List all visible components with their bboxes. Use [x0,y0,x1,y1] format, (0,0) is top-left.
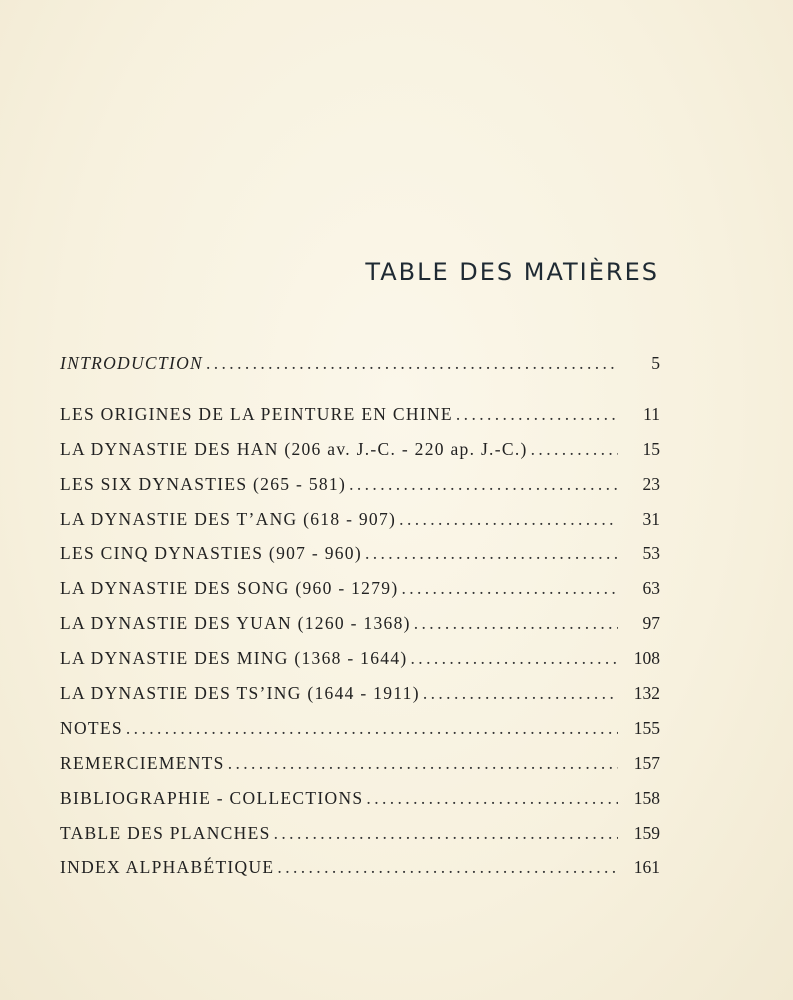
toc-entry-label: LES CINQ DYNASTIES (907 - 960) [60,543,362,564]
dot-leader [411,648,618,669]
toc-entry-page: 23 [642,473,660,494]
toc-entry-page: 159 [633,822,660,843]
toc-entry-bibliographie[interactable] [60,788,660,823]
table-of-contents [60,353,660,892]
toc-entry-label: REMERCIEMENTS [60,752,225,773]
toc-entry-page: 63 [642,578,660,599]
toc-entry-tsing[interactable] [60,683,660,718]
dot-leader [401,578,618,599]
toc-entry-label: BIBLIOGRAPHIE - COLLECTIONS [60,787,364,808]
dot-leader [277,857,618,878]
dot-leader [228,753,618,774]
toc-entry-cinq-dynasties[interactable] [60,543,660,578]
toc-entry-page: 155 [633,717,660,738]
toc-entry-label: TABLE DES PLANCHES [60,822,271,843]
toc-entry-page: 161 [633,857,660,878]
toc-entry-origines[interactable] [60,404,660,439]
dot-leader [206,353,618,374]
toc-entry-six-dynasties[interactable] [60,474,660,509]
toc-entry-page: 53 [642,543,660,564]
toc-entry-page: 108 [633,648,660,669]
toc-entry-page: 11 [643,403,660,424]
toc-entry-page: 15 [642,438,660,459]
toc-entry-page: 132 [633,683,660,704]
toc-entry-page: 158 [633,787,660,808]
toc-entry-label: NOTES [60,717,123,738]
toc-entry-planches[interactable] [60,823,660,858]
toc-entry-remerciements[interactable] [60,753,660,788]
toc-entry-yuan[interactable] [60,613,660,648]
toc-entry-page: 31 [642,508,660,529]
toc-entry-page: 157 [633,752,660,773]
dot-leader [423,683,618,704]
dot-leader [414,613,618,634]
dot-leader [456,404,618,425]
toc-entry-label: INTRODUCTION [60,353,203,373]
toc-entry-label: LA DYNASTIE DES T’ANG (618 - 907) [60,508,397,529]
toc-entry-index[interactable] [60,857,660,892]
dot-leader [349,474,618,495]
toc-entry-label: LA DYNASTIE DES SONG (960 - 1279) [60,578,399,599]
toc-entry-label: LA DYNASTIE DES HAN (206 av. J.-C. - 220 ap. J.-C.) [60,438,528,459]
dot-leader [274,823,618,844]
dot-leader [126,718,618,739]
dot-leader [531,439,618,460]
toc-entry-ming[interactable] [60,648,660,683]
dot-leader [365,543,618,564]
toc-entry-song[interactable] [60,578,660,613]
page-title: TABLE DES MATIÈRES [365,258,659,286]
toc-entry-notes[interactable] [60,718,660,753]
toc-entry-page: 5 [651,353,660,373]
toc-entry-label: INDEX ALPHABÉTIQUE [60,857,275,878]
toc-entry-tang[interactable] [60,509,660,544]
toc-entry-page: 97 [642,613,660,634]
toc-entry-introduction[interactable] [60,353,660,388]
toc-entry-label: LES SIX DYNASTIES (265 - 581) [60,473,347,494]
toc-entry-han[interactable] [60,439,660,474]
dot-leader [399,509,618,530]
toc-entry-label: LES ORIGINES DE LA PEINTURE EN CHINE [60,403,453,424]
toc-entry-label: LA DYNASTIE DES MING (1368 - 1644) [60,648,408,669]
toc-entry-label: LA DYNASTIE DES TS’ING (1644 - 1911) [60,683,420,704]
dot-leader [366,788,618,809]
toc-entry-label: LA DYNASTIE DES YUAN (1260 - 1368) [60,613,411,634]
